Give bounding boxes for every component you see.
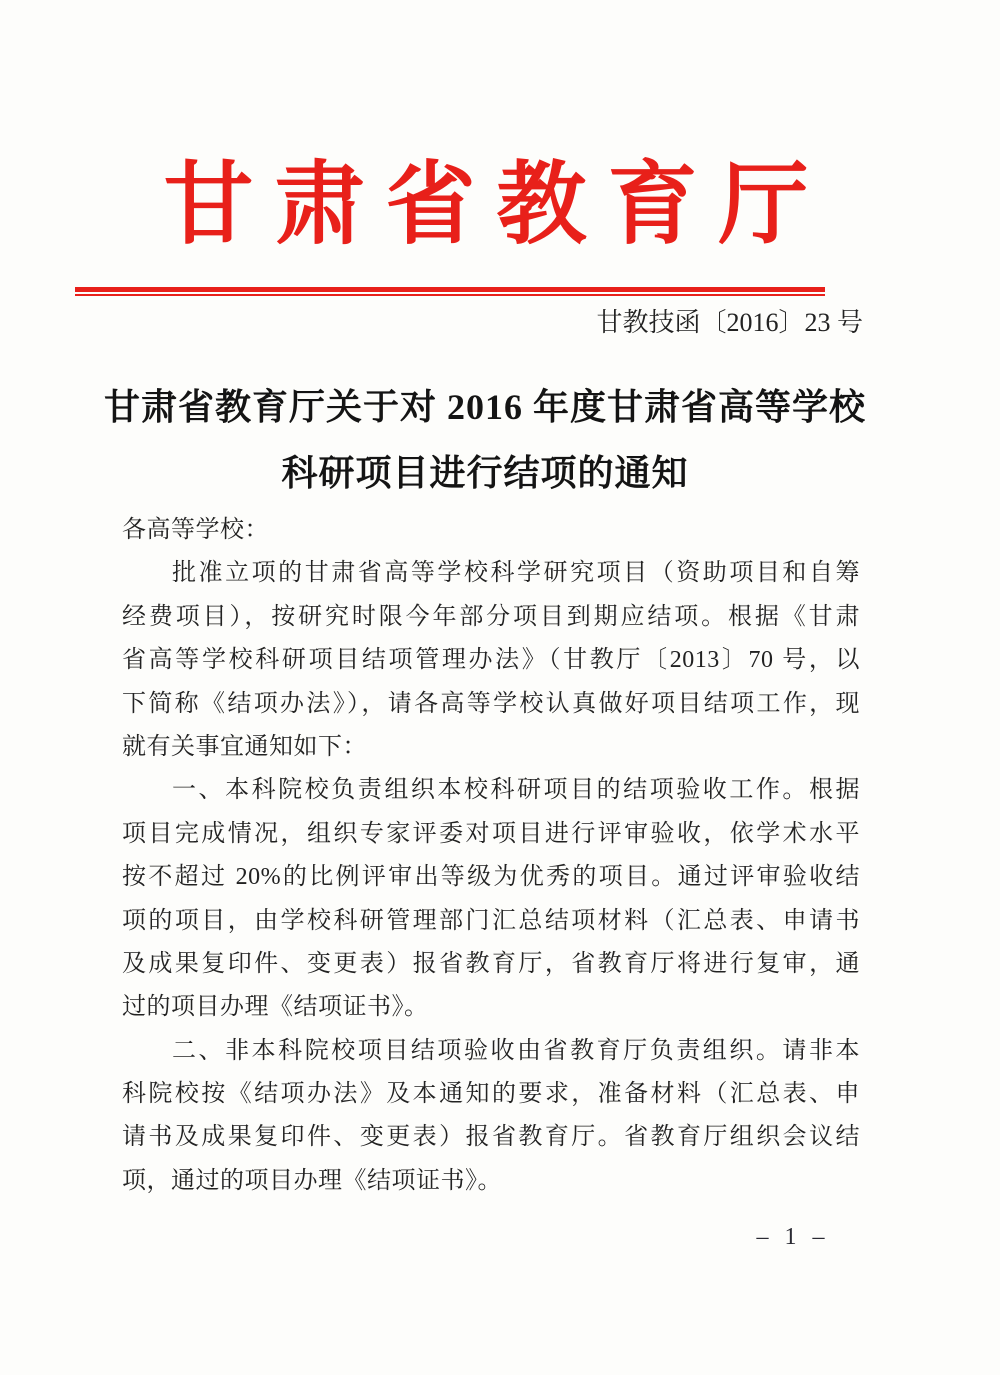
body-line: 科院校按《结项办法》及本通知的要求，准备材料（汇总表、申 xyxy=(122,1081,860,1108)
red-rule-thin-line xyxy=(75,294,825,296)
body-line: 省高等学校科研项目结项管理办法》（甘教厅〔2013〕70 号，以 xyxy=(122,647,860,674)
body-line: 就有关事宜通知如下： xyxy=(122,733,367,760)
document-reference-number: 甘教技函〔2016〕23 号 xyxy=(596,308,863,337)
document-title xyxy=(10,374,960,506)
issuing-org-masthead: 甘肃省教育厅 xyxy=(163,156,830,255)
body-line: 一、本科院校负责组织本校科研项目的结项验收工作。根据 xyxy=(172,777,860,804)
body-line: 下简称《结项办法》），请各高等学校认真做好项目结项工作，现 xyxy=(122,690,860,717)
body-line: 经费项目），按研究时限今年部分项目到期应结项。根据《甘肃 xyxy=(122,603,860,630)
body-line: 项的项目，由学校科研管理部门汇总结项材料（汇总表、申请书 xyxy=(122,907,860,934)
body-line: 过的项目办理《结项证书》。 xyxy=(122,994,429,1021)
body-line: 二、非本科院校项目结项验收由省教育厅负责组织。请非本 xyxy=(172,1037,860,1064)
body-line: 项目完成情况，组织专家评委对项目进行评审验收，依学术水平 xyxy=(122,820,860,847)
document-title-line-2: 科研项目进行结项的通知 xyxy=(281,453,689,493)
body-line: 项，通过的项目办理《结项证书》。 xyxy=(122,1167,502,1194)
body-line: 请书及成果复印件、变更表）报省教育厅。省教育厅组织会议结 xyxy=(122,1124,860,1151)
red-rule-thick-line xyxy=(75,287,825,292)
document-body xyxy=(122,509,860,1203)
red-separator-rule xyxy=(75,287,825,296)
page-number: – 1 – xyxy=(756,1224,830,1250)
body-line: 批准立项的甘肃省高等学校科学研究项目（资助项目和自筹 xyxy=(172,560,860,587)
body-line: 按不超过 20%的比例评审出等级为优秀的项目。通过评审验收结 xyxy=(122,864,860,891)
document-title-line-1: 甘肃省教育厅关于对 2016 年度甘肃省高等学校 xyxy=(103,387,866,427)
body-line: 及成果复印件、变更表）报省教育厅，省教育厅将进行复审，通 xyxy=(122,950,860,977)
salutation-line: 各高等学校： xyxy=(122,517,269,543)
